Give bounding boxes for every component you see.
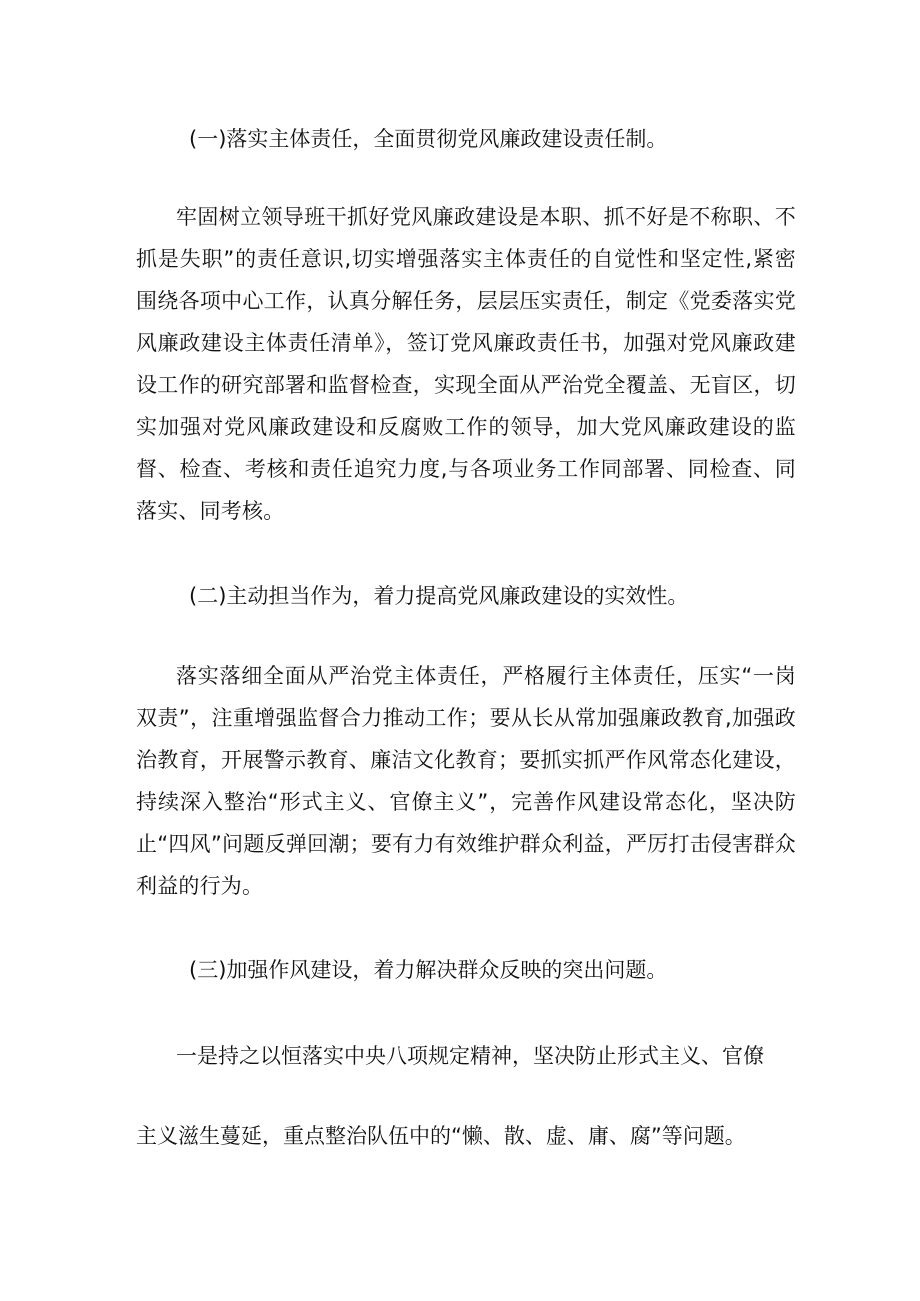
section-paragraph-1: 牢固树立领导班干抓好党风廉政建设是本职、抓不好是不称职、不抓是失职”的责任意识,切实增强落实主体责任的自觉性和坚定性,紧密围绕各项中心工作，认真分解任务，层层压实责任，制定《党委落实党风廉政建设主体责任清单》，签订党风廉政责任书，加强对党风廉政建设工作的研究部署和监督检查，实现全面从严治党全覆盖、无盲区，切实加强对党风廉政建设和反腐败工作的领导，加大党风廉政建设的监督、检查、考核和责任追究力度,与各项业务工作同部署、同检查、同落实、同考核。 [136, 205, 796, 523]
section-paragraph-3-line-1: 一是持之以恒落实中央八项规定精神，坚决防止形式主义、官僚 [176, 1044, 764, 1068]
section-heading-2: (二)主动担当作为，着力提高党风廉政建设的实效性。 [189, 584, 689, 608]
section-heading-3: (三)加强作风建设，着力解决群众反映的突出问题。 [189, 958, 668, 982]
section-heading-1: (一)落实主体责任，全面贯彻党风廉政建设责任制。 [189, 127, 668, 151]
section-paragraph-3-line-2: 主义滋生蔓延，重点整治队伍中的“懒、散、虚、庸、腐”等问题。 [136, 1124, 746, 1148]
section-paragraph-2: 落实落细全面从严治党主体责任，严格履行主体责任，压实“一岗双责”，注重增强监督合力推动工作；要从长从常加强廉政教育,加强政治教育，开展警示教育、廉洁文化教育；要抓实抓严作风常态化建设，持续深入整治“形式主义、官僚主义”，完善作风建设常态化，坚决防止“四风”问题反弹回潮；要有力有效维护群众利益，严厉打击侵害群众利益的行为。 [136, 664, 796, 898]
